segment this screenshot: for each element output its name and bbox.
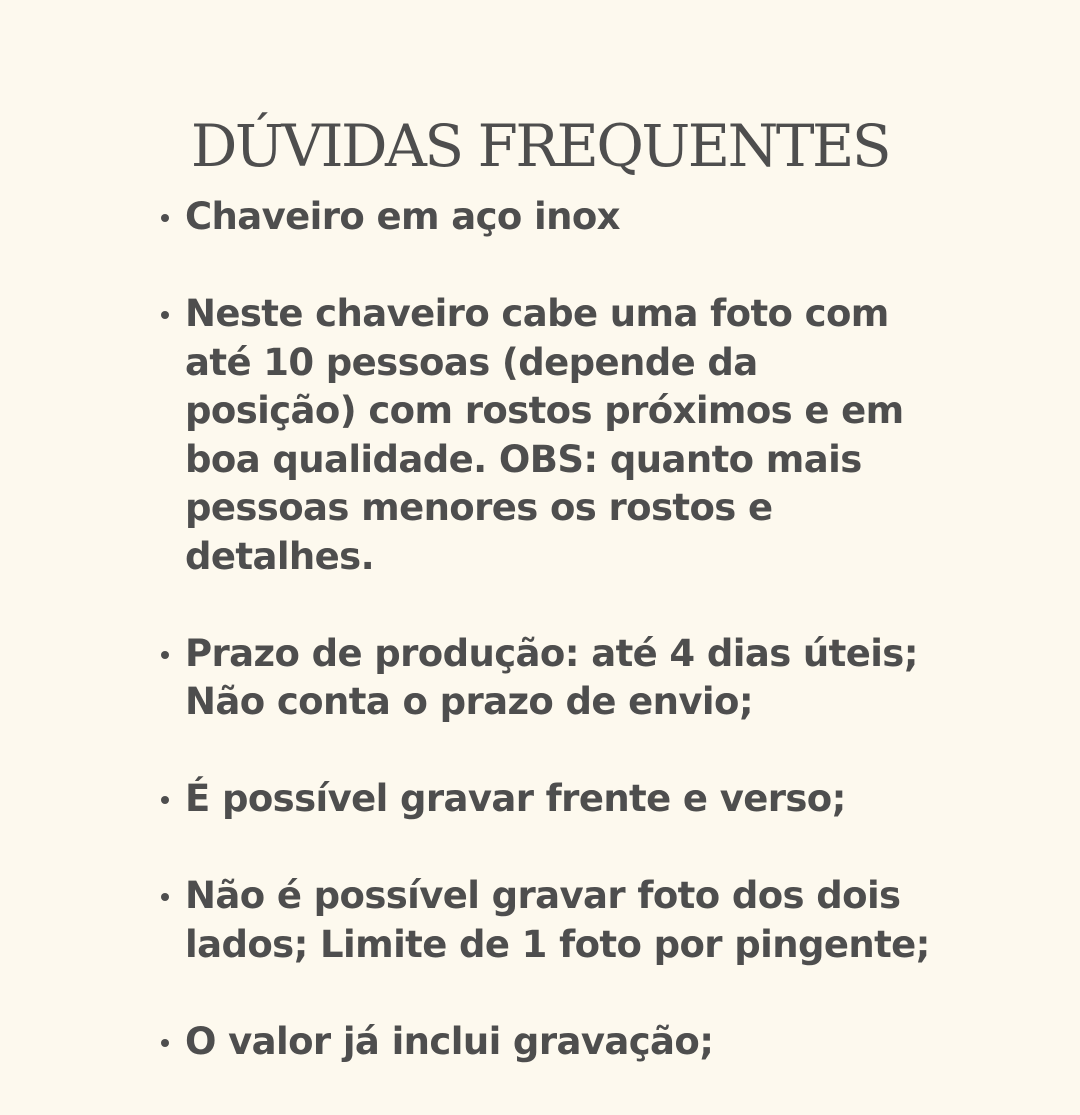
faq-item-photo-capacity: [185, 290, 1015, 581]
faq-item-line: boa qualidade. OBS: quanto mais: [185, 437, 862, 481]
faq-item-line: Não é possível gravar foto dos dois: [185, 874, 901, 917]
faq-item-line: Prazo de produção: até 4 dias úteis;: [185, 631, 918, 675]
faq-item-line: O valor já inclui gravação;: [185, 1019, 714, 1063]
bullet-icon: [161, 893, 169, 901]
faq-item-line: lados; Limite de 1 foto por pingente;: [185, 922, 930, 966]
faq-item-line: até 10 pessoas (depende da: [185, 340, 758, 384]
bullet-icon: [161, 1039, 169, 1047]
faq-item-line: Não conta o prazo de envio;: [185, 680, 754, 723]
bullet-icon: [161, 796, 169, 804]
faq-item-line: posição) com rostos próximos e em: [185, 389, 904, 432]
faq-list: [185, 193, 1015, 1115]
bullet-icon: [161, 214, 169, 222]
faq-item-production-time: [185, 630, 1015, 727]
faq-item-photo-limit: [185, 872, 1015, 969]
faq-item-line: detalhes.: [185, 534, 375, 578]
faq-item-line: Neste chaveiro cabe uma foto com: [185, 292, 889, 335]
faq-item-line: É possível gravar frente e verso;: [185, 777, 846, 820]
page-title: DÚVIDAS FREQUENTES: [190, 112, 890, 180]
faq-item-line: Chaveiro em aço inox: [185, 195, 620, 238]
faq-item-double-sided: [185, 775, 1015, 824]
faq-item-price-includes: [185, 1018, 1015, 1067]
faq-item-material: [185, 193, 1015, 242]
bullet-icon: [161, 651, 169, 659]
bullet-icon: [161, 311, 169, 319]
faq-item-line: pessoas menores os rostos e: [185, 486, 773, 529]
